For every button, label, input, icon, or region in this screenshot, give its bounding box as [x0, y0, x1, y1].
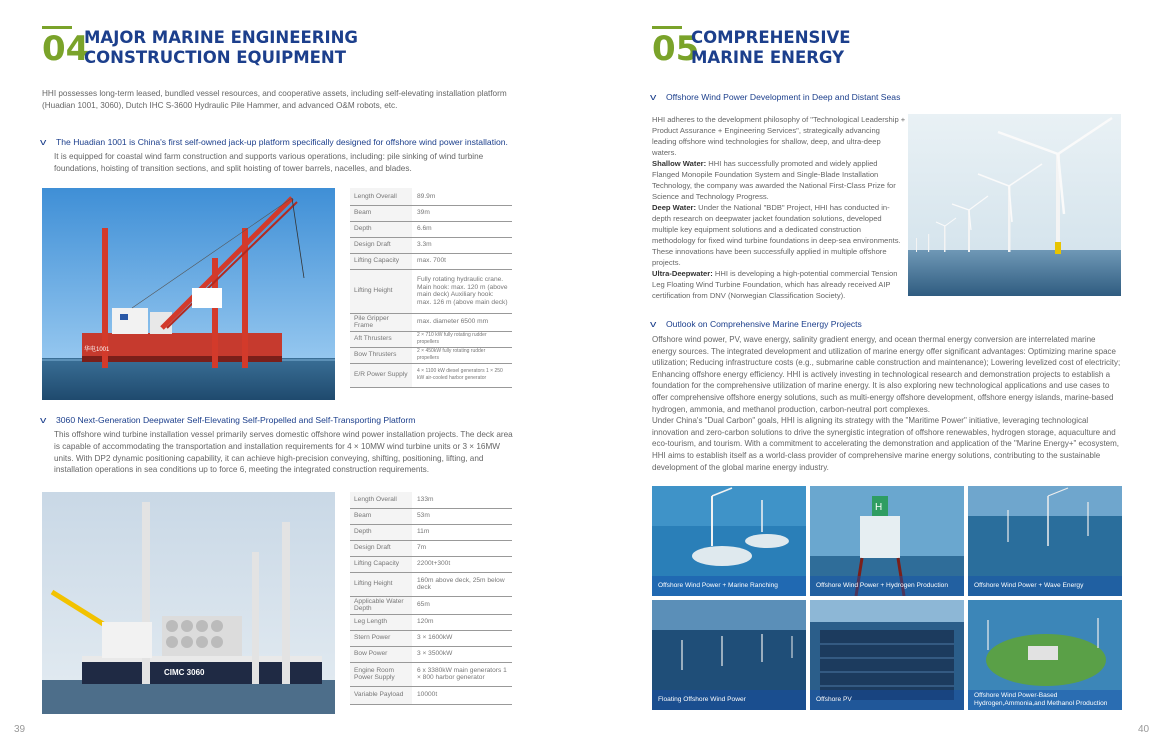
outlook-subheading [652, 318, 862, 330]
spec-row: Depth 11m [350, 524, 512, 540]
title-line-2: CONSTRUCTION EQUIPMENT [84, 48, 346, 67]
chevron-down-icon: v [650, 92, 657, 102]
spec-row: Lifting Capacity max. 700t [350, 253, 512, 269]
3060-heading-text: 3060 Next-Generation Deepwater Self-Elevating Self-Propelled and Self-Transporting Platform [56, 415, 416, 425]
right-page [582, 0, 1164, 744]
shallow-water-text: Shallow Water: HHI has successfully promoted and widely applied Flanged Monopile Foundation System and Single-Blade Installation Technology, the company was awarded the National First-Class Prize for Science and Technology Progress. [652, 159, 896, 201]
outlook-paragraphs [652, 334, 1122, 473]
3060-description: This offshore wind turbine installation vessel primarily serves domestic offshore wind power installation projects. The deck area is capable of accommodating the transportation and installation requirements for 4 × 10MW wind turbine units or 3 × 16MW units. With DP2 dynamic positioning capability, it can achieve high-precision conveying, shifting, positioning, lifting, and installation operations in sea conditions up to force 6, meeting the integrated construction requirements. [54, 430, 513, 475]
spec-row: Bow Power 3 × 3500kW [350, 646, 512, 662]
3060-spec-table [350, 492, 512, 705]
spec-row: Depth 6.6m [350, 221, 512, 237]
huadian-heading-text: The Huadian 1001 is China's first self-owned jack-up platform specifically designed for offshore wind power installation. [56, 137, 508, 147]
thumb-caption: Offshore Wind Power-Based Hydrogen,Ammonia,and Methanol Production [968, 690, 1122, 710]
thumb-marine-ranching [652, 486, 806, 596]
section-title-04 [84, 28, 358, 68]
spec-row: Leg Length 120m [350, 614, 512, 630]
spec-row: Lifting Capacity 2200t+300t [350, 556, 512, 572]
thumb-hydrogen-ammonia-methanol [968, 600, 1122, 710]
spec-row: Beam 39m [350, 205, 512, 221]
huadian-hull-label: 华电1001 [84, 347, 110, 353]
page-number-left: 39 [14, 724, 26, 735]
deep-sea-subheading [652, 91, 900, 103]
deep-sea-paragraphs [652, 114, 906, 301]
spec-row: Pile Gripper Frame max. diameter 6500 mm [350, 313, 512, 331]
page-number-right: 40 [1138, 724, 1150, 735]
3060-hull-label: CIMC 3060 [164, 668, 205, 677]
outlook-text-1: Offshore wind power, PV, wave energy, salinity gradient energy, and ocean thermal energy conversion are interrelated marine energy sources. The integrated development and utilization of marine energy offer significant advantages: Optimizing marine space utilization; Reducing infrastructure costs (e.g., submarine cable construction and maintenance); Lowering levelized cost of electricity; Enhancing offshore energy efficiency. HHI is actively investing in technological research and demonstration projects to establish a foundation for the comprehensive utilization of marine energy. It is also exploring new technological applications and use cases to offer comprehensive offshore energy solutions, such as multi-energy offshore development, offshore energy islands, marine-based hydrogen, ammonia, and methanol production, carbon-neutral port complexes. [652, 335, 1121, 414]
spec-row: Lifting Height Fully rotating hydraulic crane. Main hook: max. 120 m (above main deck) Auxiliary hook: max. 126 m (above main deck) [350, 269, 512, 313]
ultra-deepwater-text: Ultra-Deepwater: HHI is developing a high-potential commercial Tension Leg Floating Wind Turbine Foundation, which has already received AIP certification from DNV (Norwegian Classification Society). [652, 269, 898, 300]
svg-text:H: H [875, 502, 883, 513]
huadian-1001-photo [42, 188, 335, 400]
spec-row: Design Draft 7m [350, 540, 512, 556]
thumb-floating-wind [652, 600, 806, 710]
3060-vessel-photo [42, 492, 335, 714]
thumb-offshore-pv [810, 600, 964, 710]
ultra-deepwater-label: Ultra-Deepwater: [652, 269, 713, 278]
spec-row: Stern Power 3 × 1600kW [350, 630, 512, 646]
section-number-05: 05 [652, 29, 700, 69]
huadian-subheading [42, 136, 508, 148]
spec-row: Aft Thrusters 2 × 710 kW fully rotating rudder propellers [350, 331, 512, 347]
section-number-04: 04 [42, 29, 90, 69]
title-line-1: COMPREHENSIVE [691, 28, 851, 47]
spec-row: Engine Room Power Supply 6 x 3380kW main generators 1 × 800 harbor generator [350, 662, 512, 686]
chevron-down-icon: v [40, 415, 47, 425]
thumb-caption: Offshore Wind Power + Wave Energy [968, 576, 1122, 596]
spec-row: Lifting Height 160m above deck, 25m below deck [350, 572, 512, 596]
outlook-heading-text: Outlook on Comprehensive Marine Energy Projects [666, 319, 862, 329]
chevron-down-icon: v [40, 137, 47, 147]
deep-water-text: Deep Water: Under the National "BDB" Project, HHI has conducted in-depth research on deepwater jacket foundation solutions, developed multiple key equipment solutions and a dedicated construction methodology for fixed wind turbine foundations in deep-sea environments. These innovations have been successfully applied in multiple offshore projects. [652, 203, 901, 267]
offshore-wind-turbines-photo [908, 114, 1121, 296]
huadian-spec-table [350, 188, 512, 388]
spec-row: Length Overall 133m [350, 492, 512, 508]
spec-row: Variable Payload 10000t [350, 686, 512, 704]
thumb-caption: Offshore Wind Power + Hydrogen Production [810, 576, 964, 596]
spec-row: Length Overall 89.9m [350, 188, 512, 205]
spec-row: Beam 53m [350, 508, 512, 524]
huadian-description: It is equipped for coastal wind farm construction and supports various operations, including: pile sinking of wind turbine foundations, hoisting of transition sections, and split hoisting of tower barrels, nacelles, and blades. [54, 152, 484, 173]
intro-text: HHI possesses long-term leased, bundled vessel resources, and cooperative assets, including self-elevating installation platform (Huadian 1001, 3060), Dutch IHC S-3600 Hydraulic Pile Hammer, and advanced O&M robots, etc. [42, 89, 507, 110]
section-title-05 [691, 28, 851, 68]
title-line-1: MAJOR MARINE ENGINEERING [84, 28, 358, 47]
thumb-caption: Floating Offshore Wind Power [652, 690, 806, 710]
chevron-down-icon: v [650, 319, 657, 329]
outlook-text-2: Under China's "Dual Carbon" goals, HHI is aligning its strategy with the "Maritime Power" initiative, leveraging technological innovation and zero-carbon solutions to drive the synergistic integration of offshore renewables, hydrogen storage, aquaculture and eco-tourism, and tourism. With a commitment to accelerating the demonstration and application of the "Marine Energy+" ecosystem, HHI aims to establish itself as a world-class provider of comprehensive marine energy solutions, contributing to the sustainable development of the global marine energy industry. [652, 416, 1120, 472]
title-line-2: MARINE ENERGY [691, 48, 845, 67]
spec-row: Design Draft 3.3m [350, 237, 512, 253]
thumb-caption: Offshore Wind Power + Marine Ranching [652, 576, 806, 596]
thumb-hydrogen-production [810, 486, 964, 596]
deep-water-label: Deep Water: [652, 203, 697, 212]
shallow-water-label: Shallow Water: [652, 159, 707, 168]
thumb-caption: Offshore PV [810, 690, 964, 710]
thumb-wave-energy [968, 486, 1122, 596]
spec-row: Applicable Water Depth 65m [350, 596, 512, 614]
3060-subheading [42, 414, 415, 426]
philosophy-text: HHI adheres to the development philosophy of "Technological Leadership + Product Assurance + Engineering Services", strategically advancing leading offshore wind technologies for shallow, deep, and ultra-deep waters. [652, 115, 906, 157]
deep-sea-heading-text: Offshore Wind Power Development in Deep and Distant Seas [666, 92, 901, 102]
spec-row: E/R Power Supply 4 × 1100 kW diesel generators 1 × 250 kW air-cooled harbor generator [350, 363, 512, 387]
spec-row: Bow Thrusters 2 × 450kW fully rotating rudder propellers [350, 347, 512, 363]
